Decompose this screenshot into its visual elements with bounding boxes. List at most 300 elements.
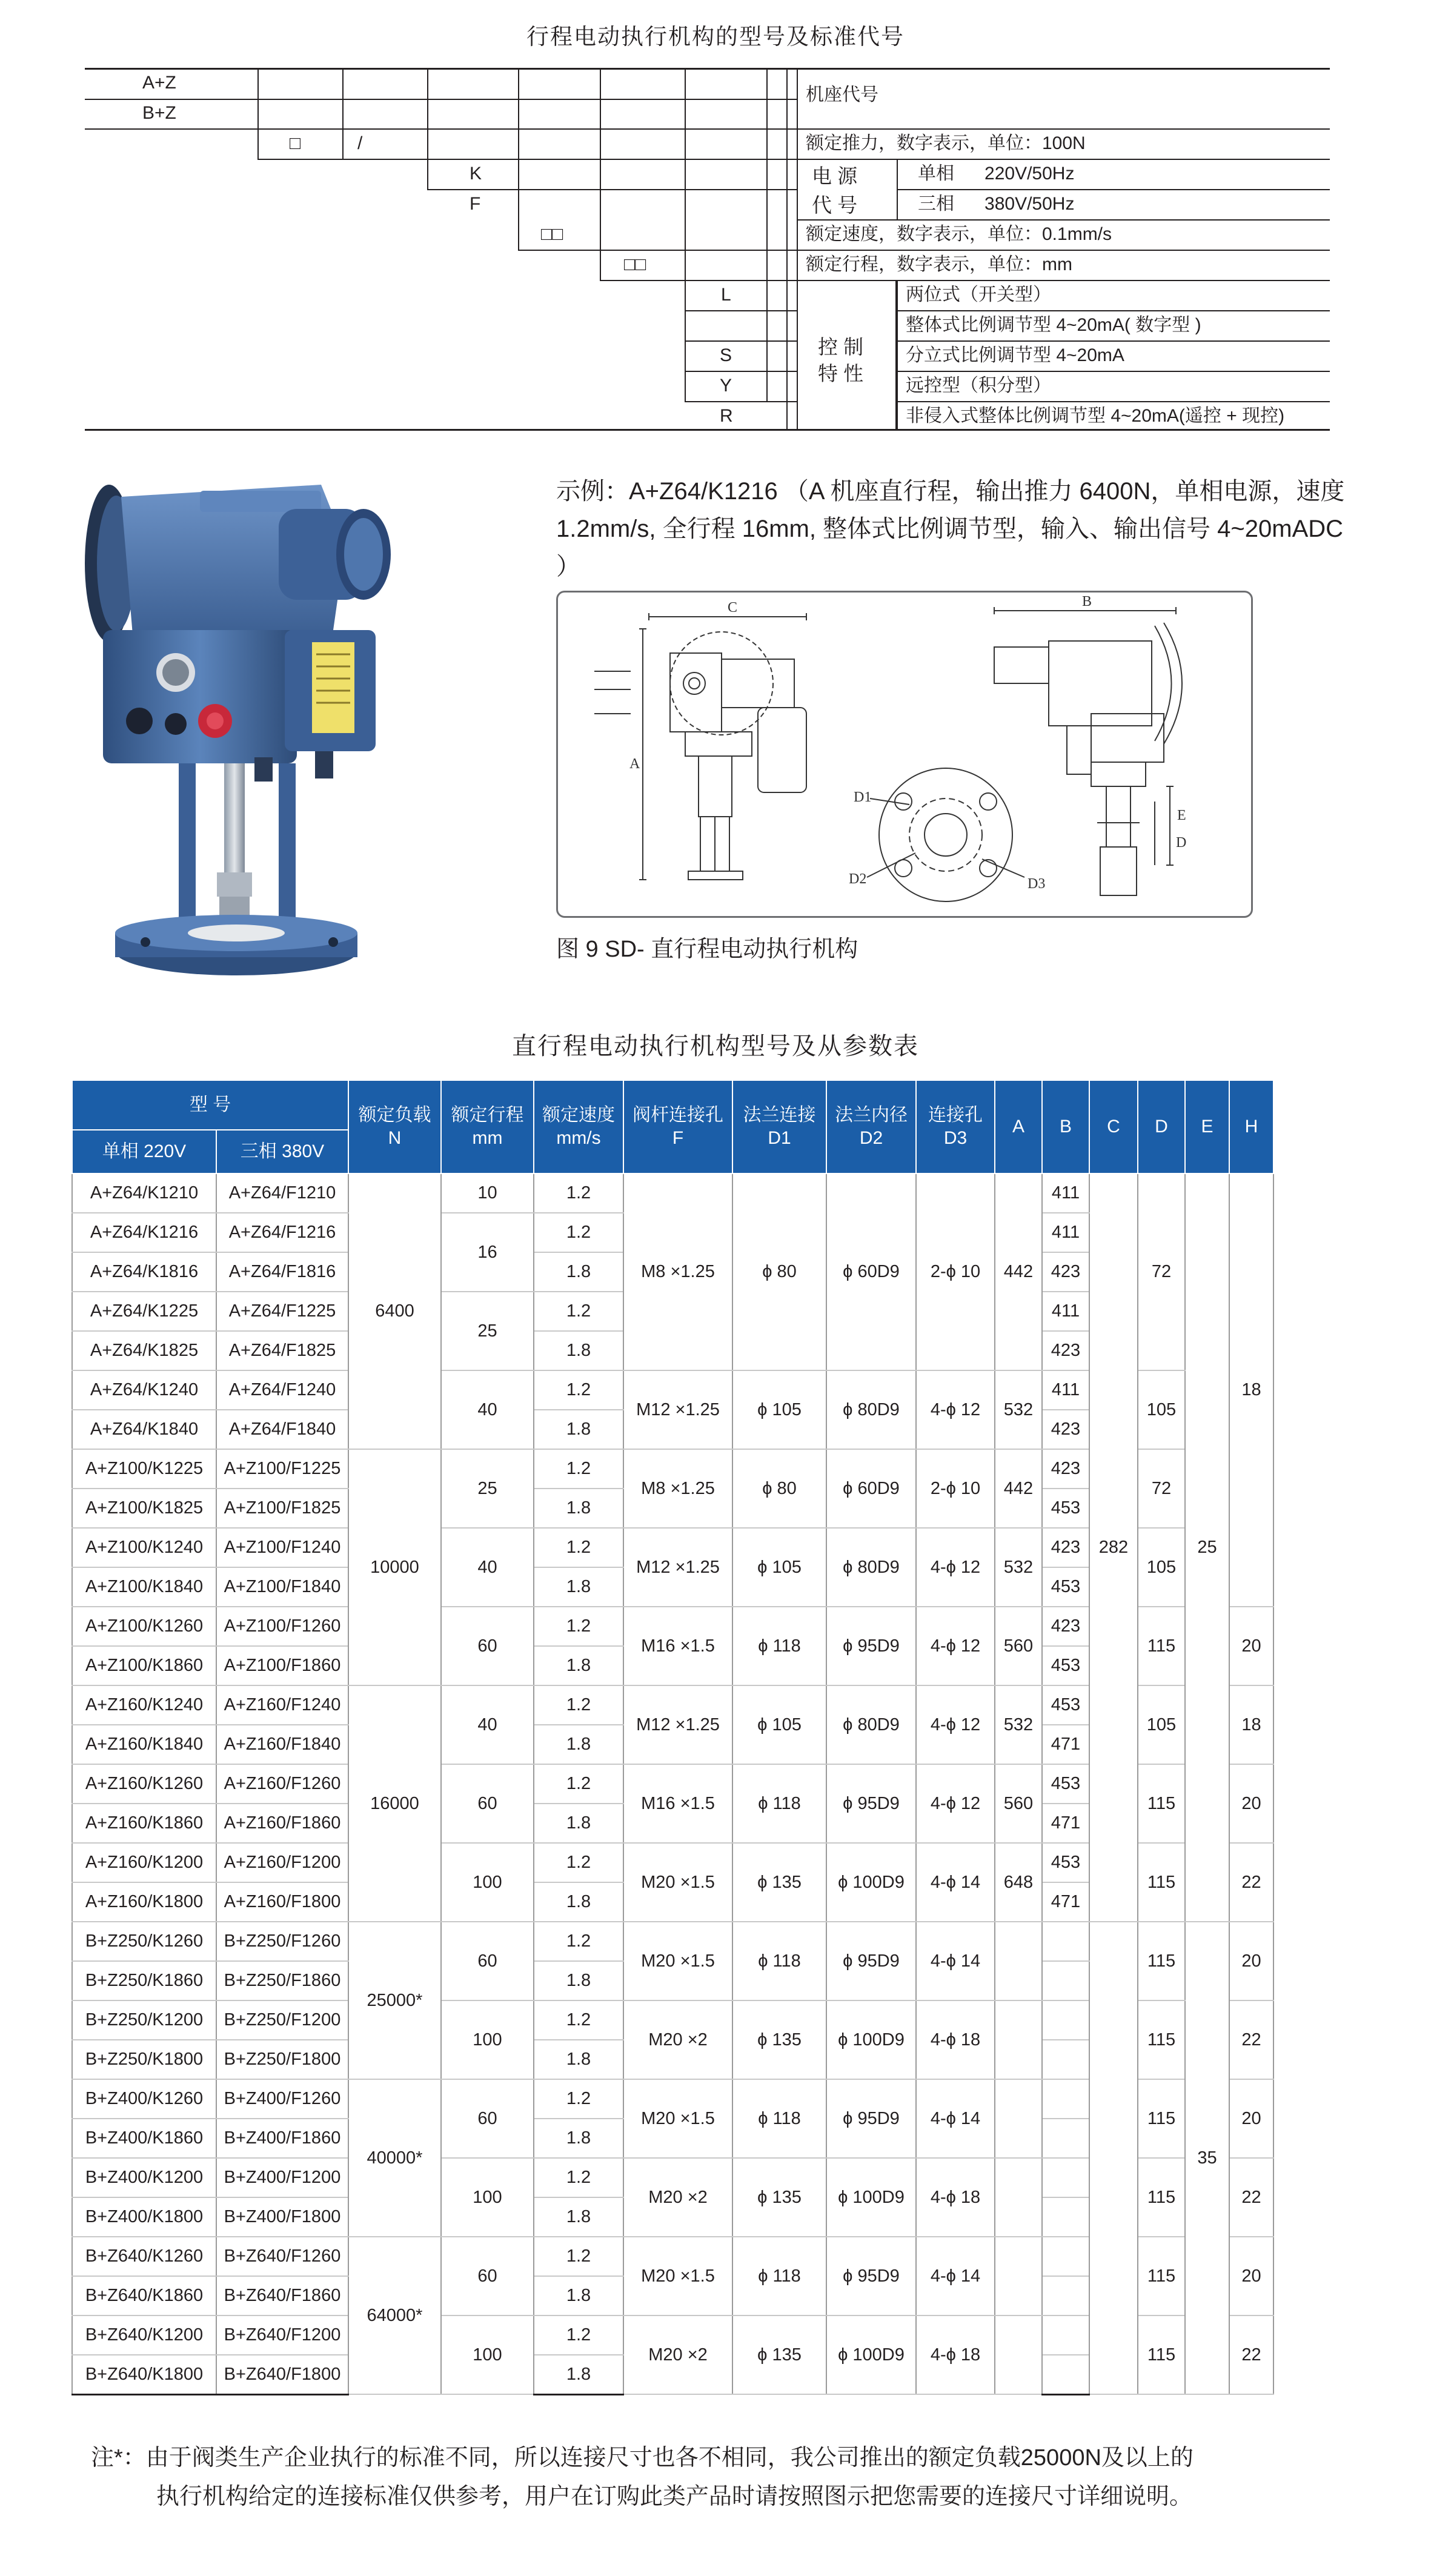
cell-speed: 1.2 (534, 2158, 623, 2197)
cell-model-single: A+Z64/K1816 (72, 1252, 216, 1292)
slot-box: □ (290, 133, 301, 153)
cell-stroke: 25 (441, 1292, 534, 1370)
cell-model-three: A+Z100/F1260 (216, 1607, 348, 1646)
cell-model-single: A+Z100/K1240 (72, 1528, 216, 1567)
cell-a: 532 (995, 1528, 1042, 1607)
cell-d3: 4-ϕ 14 (916, 1843, 995, 1922)
cell-b: 423 (1042, 1331, 1089, 1370)
cell-speed: 1.8 (534, 1804, 623, 1843)
cell-d: 115 (1138, 2158, 1185, 2237)
header-model: 型 号 (72, 1080, 348, 1130)
cell-model-single: A+Z64/K1240 (72, 1370, 216, 1410)
cell-model-single: B+Z400/K1200 (72, 2158, 216, 2197)
spec-table-title: 直行程电动执行机构型号及从参数表 (512, 1033, 919, 1060)
cell-d2: ϕ 100D9 (826, 2158, 916, 2237)
cell-rod: M20 ×1.5 (623, 1843, 732, 1922)
header-e: E (1185, 1080, 1229, 1173)
cell-load: 40000* (348, 2079, 441, 2237)
cell-speed: 1.2 (534, 1764, 623, 1804)
cell-model-three: A+Z64/F1840 (216, 1410, 348, 1449)
prefix-b: B+Z (142, 103, 176, 123)
cell-model-single: B+Z640/K1800 (72, 2355, 216, 2394)
desc-base: 机座代号 (806, 85, 878, 105)
cell-speed: 1.8 (534, 1882, 623, 1922)
cell-d: 105 (1138, 1685, 1185, 1764)
cell-b (1042, 2158, 1089, 2197)
cell-rod: M20 ×2 (623, 2158, 732, 2237)
cell-h: 22 (1229, 2000, 1273, 2079)
cell-speed: 1.8 (534, 2040, 623, 2079)
cell-model-single: A+Z100/K1225 (72, 1449, 216, 1489)
header-d: D (1138, 1080, 1185, 1173)
cell-b (1042, 2079, 1089, 2119)
cell-load: 64000* (348, 2237, 441, 2394)
cell-d1: ϕ 80 (732, 1449, 826, 1528)
slot-l: L (721, 285, 731, 305)
cell-a: 532 (995, 1370, 1042, 1449)
header-a: A (995, 1080, 1042, 1173)
cell-b: 411 (1042, 1213, 1089, 1252)
cell-model-three: A+Z160/F1860 (216, 1804, 348, 1843)
cell-speed: 1.2 (534, 1213, 623, 1252)
cell-d3: 2-ϕ 10 (916, 1449, 995, 1528)
header-load: 额定负载 N (348, 1080, 441, 1173)
label-c: C (728, 600, 738, 616)
cell-d3: 4-ϕ 14 (916, 2237, 995, 2315)
cell-model-single: A+Z160/K1860 (72, 1804, 216, 1843)
slot-s: S (720, 345, 732, 365)
cell-model-three: A+Z160/F1800 (216, 1882, 348, 1922)
cell-speed: 1.2 (534, 1370, 623, 1410)
cell-d1: ϕ 105 (732, 1528, 826, 1607)
cell-h: 20 (1229, 1922, 1273, 2000)
cell-d: 115 (1138, 2000, 1185, 2079)
cell-model-three: A+Z64/F1216 (216, 1213, 348, 1252)
label-e: E (1177, 808, 1186, 823)
cell-b: 423 (1042, 1528, 1089, 1567)
cell-b: 453 (1042, 1685, 1089, 1725)
spec-table (71, 1080, 1274, 2395)
cell-b (1042, 2000, 1089, 2040)
cell-d1: ϕ 118 (732, 2237, 826, 2315)
cell-d1: ϕ 135 (732, 2315, 826, 2394)
cell-model-three: B+Z640/F1260 (216, 2237, 348, 2276)
cell-model-single: B+Z640/K1860 (72, 2276, 216, 2315)
cell-stroke: 60 (441, 1922, 534, 2000)
cell-b: 411 (1042, 1292, 1089, 1331)
cell-speed: 1.2 (534, 1685, 623, 1725)
cell-stroke: 10 (441, 1173, 534, 1213)
header-b: B (1042, 1080, 1089, 1173)
cell-a: 560 (995, 1607, 1042, 1685)
header-single: 单相 220V (72, 1130, 216, 1173)
cell-d1: ϕ 135 (732, 1843, 826, 1922)
cell-d3: 4-ϕ 18 (916, 2315, 995, 2394)
cell-speed: 1.8 (534, 1646, 623, 1685)
cell-model-three: A+Z100/F1825 (216, 1489, 348, 1528)
cell-speed: 1.8 (534, 1961, 623, 2000)
cell-model-single: A+Z64/K1840 (72, 1410, 216, 1449)
cell-a: 560 (995, 1764, 1042, 1843)
cell-model-single: B+Z250/K1260 (72, 1922, 216, 1961)
slot-stroke: □□ (624, 254, 646, 274)
cell-a (995, 2315, 1042, 2394)
cell-model-single: B+Z400/K1860 (72, 2119, 216, 2158)
header-rod: 阀杆连接孔 F (623, 1080, 732, 1173)
prefix-a: A+Z (142, 73, 176, 93)
desc-thrust: 额定推力，数字表示，单位：100N (806, 133, 1086, 153)
cell-model-three: A+Z100/F1860 (216, 1646, 348, 1685)
cell-b (1042, 2197, 1089, 2237)
cell-speed: 1.2 (534, 1449, 623, 1489)
cell-model-three: B+Z640/F1800 (216, 2355, 348, 2394)
cell-d2: ϕ 80D9 (826, 1685, 916, 1764)
cell-h: 20 (1229, 2079, 1273, 2158)
control-4: 远控型（积分型） (906, 376, 1051, 396)
cell-model-single: B+Z250/K1800 (72, 2040, 216, 2079)
cell-speed: 1.8 (534, 1410, 623, 1449)
cell-speed: 1.2 (534, 1173, 623, 1213)
header-d2: 法兰内径 D2 (826, 1080, 916, 1173)
cell-d2: ϕ 60D9 (826, 1449, 916, 1528)
cell-stroke: 60 (441, 2237, 534, 2315)
cell-rod: M12 ×1.25 (623, 1685, 732, 1764)
cell-d: 115 (1138, 2315, 1185, 2394)
cell-h: 18 (1229, 1685, 1273, 1764)
cell-model-three: B+Z640/F1860 (216, 2276, 348, 2315)
cell-b (1042, 2276, 1089, 2315)
cell-h: 22 (1229, 2158, 1273, 2237)
cell-speed: 1.8 (534, 1489, 623, 1528)
header-d1: 法兰连接 D1 (732, 1080, 826, 1173)
cell-model-three: A+Z160/F1840 (216, 1725, 348, 1764)
cell-d1: ϕ 105 (732, 1685, 826, 1764)
cell-d: 105 (1138, 1528, 1185, 1607)
cell-rod: M20 ×1.5 (623, 2079, 732, 2158)
cell-model-three: A+Z64/F1210 (216, 1173, 348, 1213)
cell-d3: 4-ϕ 14 (916, 1922, 995, 2000)
cell-d3: 4-ϕ 12 (916, 1607, 995, 1685)
cell-d2: ϕ 100D9 (826, 1843, 916, 1922)
label-b: B (1082, 594, 1092, 609)
cell-b: 423 (1042, 1410, 1089, 1449)
power-three: 三相 380V/50Hz (918, 194, 1075, 214)
cell-model-three: A+Z64/F1825 (216, 1331, 348, 1370)
cell-model-three: B+Z400/F1860 (216, 2119, 348, 2158)
cell-model-three: B+Z400/F1260 (216, 2079, 348, 2119)
cell-c (1089, 1922, 1138, 2394)
dimension-drawing (556, 591, 1253, 918)
cell-b: 453 (1042, 1843, 1089, 1882)
cell-c: 282 (1089, 1173, 1138, 1922)
cell-d3: 4-ϕ 12 (916, 1528, 995, 1607)
cell-b: 471 (1042, 1725, 1089, 1764)
cell-load: 6400 (348, 1173, 441, 1449)
cell-d1: ϕ 105 (732, 1370, 826, 1449)
cell-speed: 1.8 (534, 2276, 623, 2315)
slot-speed: □□ (541, 224, 563, 244)
cell-d2: ϕ 95D9 (826, 1764, 916, 1843)
cell-d3: 4-ϕ 12 (916, 1685, 995, 1764)
cell-d: 115 (1138, 2237, 1185, 2315)
cell-model-single: A+Z100/K1825 (72, 1489, 216, 1528)
cell-d: 115 (1138, 1922, 1185, 2000)
cell-h: 22 (1229, 2315, 1273, 2394)
cell-a: 648 (995, 1843, 1042, 1922)
model-code-diagram (0, 0, 1431, 436)
cell-d1: ϕ 118 (732, 1764, 826, 1843)
cell-load: 10000 (348, 1449, 441, 1685)
cell-speed: 1.8 (534, 1252, 623, 1292)
cell-d3: 4-ϕ 12 (916, 1764, 995, 1843)
cell-stroke: 100 (441, 2000, 534, 2079)
cell-a (995, 2237, 1042, 2315)
cell-b (1042, 2237, 1089, 2276)
cell-d: 115 (1138, 2079, 1185, 2158)
cell-d2: ϕ 100D9 (826, 2000, 916, 2079)
cell-model-single: A+Z100/K1260 (72, 1607, 216, 1646)
slot-r: R (720, 406, 733, 426)
label-a: A (629, 756, 640, 772)
cell-b (1042, 2315, 1089, 2355)
cell-rod: M8 ×1.25 (623, 1449, 732, 1528)
cell-stroke: 60 (441, 1764, 534, 1843)
cell-speed: 1.8 (534, 1331, 623, 1370)
cell-d1: ϕ 118 (732, 1607, 826, 1685)
cell-model-single: A+Z64/K1216 (72, 1213, 216, 1252)
cell-speed: 1.8 (534, 1567, 623, 1607)
cell-d2: ϕ 95D9 (826, 1922, 916, 2000)
header-h: H (1229, 1080, 1273, 1173)
cell-b: 423 (1042, 1252, 1089, 1292)
cell-d3: 4-ϕ 18 (916, 2158, 995, 2237)
cell-speed: 1.2 (534, 1843, 623, 1882)
cell-rod: M16 ×1.5 (623, 1764, 732, 1843)
cell-speed: 1.2 (534, 2079, 623, 2119)
cell-rod: M8 ×1.25 (623, 1173, 732, 1370)
control-5: 非侵入式整体比例调节型 4~20mA(遥控 + 现控) (906, 406, 1285, 426)
control-3: 分立式比例调节型 4~20mA (906, 345, 1124, 365)
control-2: 整体式比例调节型 4~20mA( 数字型 ) (906, 315, 1201, 335)
cell-speed: 1.8 (534, 2119, 623, 2158)
cell-model-single: B+Z400/K1260 (72, 2079, 216, 2119)
cell-speed: 1.2 (534, 1607, 623, 1646)
label-d2: D2 (849, 871, 867, 887)
cell-a (995, 2000, 1042, 2079)
cell-b: 471 (1042, 1804, 1089, 1843)
cell-h: 18 (1229, 1173, 1273, 1607)
cell-model-three: B+Z400/F1200 (216, 2158, 348, 2197)
figure-caption: 图 9 SD- 直行程电动执行机构 (556, 937, 858, 962)
cell-d2: ϕ 100D9 (826, 2315, 916, 2394)
cell-model-three: B+Z400/F1800 (216, 2197, 348, 2237)
cell-rod: M12 ×1.25 (623, 1528, 732, 1607)
desc-speed: 额定速度，数字表示，单位：0.1mm/s (806, 224, 1112, 244)
cell-model-three: A+Z100/F1225 (216, 1449, 348, 1489)
header-d3: 连接孔 D3 (916, 1080, 995, 1173)
code-table-title: 行程电动执行机构的型号及标准代号 (526, 24, 905, 49)
cell-b: 423 (1042, 1449, 1089, 1489)
cell-b: 453 (1042, 1567, 1089, 1607)
cell-stroke: 100 (441, 2158, 534, 2237)
cell-model-single: B+Z640/K1260 (72, 2237, 216, 2276)
cell-b: 423 (1042, 1607, 1089, 1646)
cell-stroke: 100 (441, 2315, 534, 2394)
cell-model-single: A+Z160/K1200 (72, 1843, 216, 1882)
cell-d: 105 (1138, 1370, 1185, 1449)
cell-model-single: A+Z100/K1860 (72, 1646, 216, 1685)
cell-speed: 1.2 (534, 2237, 623, 2276)
cell-rod: M12 ×1.25 (623, 1370, 732, 1449)
cell-load: 16000 (348, 1685, 441, 1922)
header-three: 三相 380V (216, 1130, 348, 1173)
cell-a (995, 2079, 1042, 2158)
cell-d: 115 (1138, 1764, 1185, 1843)
cell-model-three: B+Z250/F1800 (216, 2040, 348, 2079)
cell-d3: 4-ϕ 14 (916, 2079, 995, 2158)
power-label-1: 电 源 (812, 165, 858, 187)
footnote-line-2: 执行机构给定的连接标准仅供参考，用户在订购此类产品时请按照图示把您需要的连接尺寸详细说明。 (156, 2484, 1193, 2509)
cell-speed: 1.2 (534, 2000, 623, 2040)
cell-model-three: A+Z160/F1200 (216, 1843, 348, 1882)
label-d: D (1176, 835, 1187, 851)
cell-h: 20 (1229, 2237, 1273, 2315)
cell-e: 25 (1185, 1173, 1229, 1922)
cell-model-three: A+Z64/F1225 (216, 1292, 348, 1331)
control-1: 两位式（开关型） (906, 285, 1051, 305)
cell-model-three: B+Z250/F1200 (216, 2000, 348, 2040)
cell-b: 411 (1042, 1173, 1089, 1213)
cell-stroke: 16 (441, 1213, 534, 1292)
cell-b: 453 (1042, 1646, 1089, 1685)
cell-model-single: A+Z160/K1260 (72, 1764, 216, 1804)
cell-h: 20 (1229, 1607, 1273, 1685)
label-d3: D3 (1028, 876, 1046, 892)
cell-a (995, 2158, 1042, 2237)
cell-d1: ϕ 135 (732, 2158, 826, 2237)
power-single: 单相 220V/50Hz (918, 164, 1075, 184)
cell-d2: ϕ 60D9 (826, 1173, 916, 1370)
cell-a: 442 (995, 1173, 1042, 1370)
cell-d: 115 (1138, 1607, 1185, 1685)
cell-e: 35 (1185, 1922, 1229, 2394)
table-row (72, 1173, 1273, 1213)
cell-b: 453 (1042, 1489, 1089, 1528)
cell-d3: 4-ϕ 12 (916, 1370, 995, 1449)
cell-a (995, 1922, 1042, 2000)
control-label-2: 特 性 (818, 362, 864, 385)
cell-d1: ϕ 80 (732, 1173, 826, 1370)
power-label-2: 代 号 (812, 194, 858, 216)
cell-model-single: A+Z160/K1800 (72, 1882, 216, 1922)
cell-stroke: 60 (441, 2079, 534, 2158)
cell-speed: 1.2 (534, 2315, 623, 2355)
cell-d2: ϕ 95D9 (826, 2079, 916, 2158)
cell-model-three: A+Z160/F1240 (216, 1685, 348, 1725)
cell-speed: 1.8 (534, 2355, 623, 2394)
cell-d: 72 (1138, 1449, 1185, 1528)
cell-stroke: 40 (441, 1370, 534, 1449)
cell-model-single: B+Z250/K1200 (72, 2000, 216, 2040)
control-label-1: 控 制 (818, 336, 864, 358)
cell-d1: ϕ 135 (732, 2000, 826, 2079)
cell-b: 411 (1042, 1370, 1089, 1410)
cell-speed: 1.8 (534, 1725, 623, 1764)
cell-a: 532 (995, 1685, 1042, 1764)
cell-d2: ϕ 95D9 (826, 1607, 916, 1685)
cell-b (1042, 2355, 1089, 2394)
cell-load: 25000* (348, 1922, 441, 2079)
cell-h: 22 (1229, 1843, 1273, 1922)
cell-stroke: 25 (441, 1449, 534, 1528)
footnote-line-1: 注*：由于阀类生产企业执行的标准不同，所以连接尺寸也各不相同，我公司推出的额定负载25000N及以上的 (91, 2445, 1194, 2471)
cell-speed: 1.2 (534, 1528, 623, 1567)
cell-model-single: B+Z250/K1860 (72, 1961, 216, 2000)
slot-k: K (470, 164, 482, 184)
cell-d3: 2-ϕ 10 (916, 1173, 995, 1370)
table-row (72, 1922, 1273, 1961)
slot-f: F (470, 194, 481, 214)
cell-b (1042, 1922, 1089, 1961)
cell-rod: M16 ×1.5 (623, 1607, 732, 1685)
example-text: 示例：A+Z64/K1216 （A 机座直行程，输出推力 6400N，单相电源，速度 1.2mm/s, 全行程 16mm, 整体式比例调节型，输入、输出信号 4~20mADC ） (556, 478, 1345, 580)
cell-b (1042, 1961, 1089, 2000)
cell-b (1042, 2040, 1089, 2079)
cell-model-single: A+Z64/K1225 (72, 1292, 216, 1331)
cell-d2: ϕ 80D9 (826, 1528, 916, 1607)
cell-rod: M20 ×2 (623, 2315, 732, 2394)
cell-model-single: A+Z160/K1240 (72, 1685, 216, 1725)
cell-d: 115 (1138, 1843, 1185, 1922)
cell-model-single: A+Z100/K1840 (72, 1567, 216, 1607)
header-c: C (1089, 1080, 1138, 1173)
spec-table-body (72, 1173, 1273, 2394)
cell-a: 442 (995, 1449, 1042, 1528)
cell-model-single: A+Z64/K1210 (72, 1173, 216, 1213)
actuator-photo (79, 448, 418, 981)
cell-b: 453 (1042, 1764, 1089, 1804)
cell-model-three: A+Z100/F1240 (216, 1528, 348, 1567)
cell-model-three: B+Z250/F1260 (216, 1922, 348, 1961)
cell-model-single: B+Z400/K1800 (72, 2197, 216, 2237)
cell-model-three: A+Z160/F1260 (216, 1764, 348, 1804)
cell-model-three: B+Z640/F1200 (216, 2315, 348, 2355)
cell-stroke: 60 (441, 1607, 534, 1685)
footnote (91, 2438, 1363, 2516)
cell-d2: ϕ 95D9 (826, 2237, 916, 2315)
cell-rod: M20 ×1.5 (623, 1922, 732, 2000)
cell-b: 471 (1042, 1882, 1089, 1922)
cell-model-single: A+Z160/K1840 (72, 1725, 216, 1764)
cell-rod: M20 ×1.5 (623, 2237, 732, 2315)
cell-rod: M20 ×2 (623, 2000, 732, 2079)
header-stroke: 额定行程 mm (441, 1080, 534, 1173)
cell-d1: ϕ 118 (732, 1922, 826, 2000)
cell-model-three: A+Z100/F1840 (216, 1567, 348, 1607)
cell-h: 20 (1229, 1764, 1273, 1843)
slot-y: Y (720, 376, 732, 396)
label-d1: D1 (854, 789, 872, 805)
cell-stroke: 40 (441, 1528, 534, 1607)
cell-speed: 1.2 (534, 1922, 623, 1961)
cell-b (1042, 2119, 1089, 2158)
cell-model-three: A+Z64/F1240 (216, 1370, 348, 1410)
cell-model-single: A+Z64/K1825 (72, 1331, 216, 1370)
slot-slash: / (357, 133, 363, 153)
cell-d2: ϕ 80D9 (826, 1370, 916, 1449)
cell-d1: ϕ 118 (732, 2079, 826, 2158)
cell-speed: 1.8 (534, 2197, 623, 2237)
